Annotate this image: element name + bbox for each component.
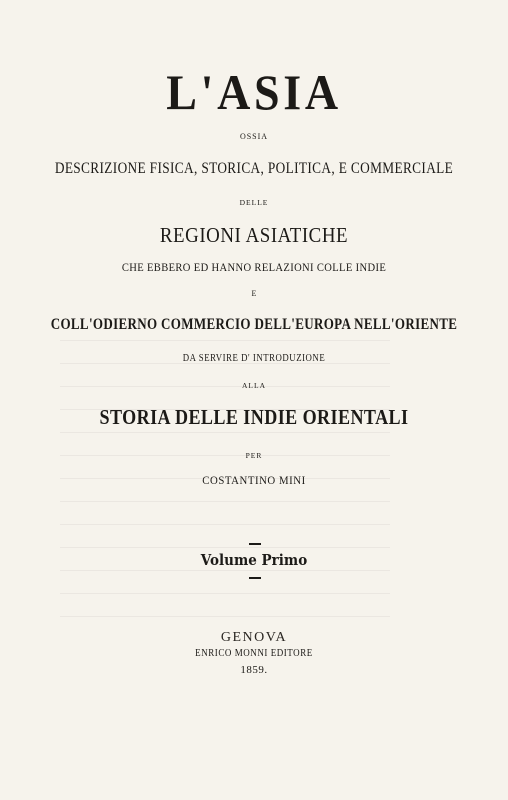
volume-rule-top — [249, 543, 261, 545]
imprint-publisher: ENRICO MONNI EDITORE — [195, 648, 313, 659]
imprint-year: 1859. — [240, 664, 268, 676]
relations-line: CHE EBBERO ED HANNO RELAZIONI COLLE INDIE — [121, 260, 387, 274]
per-label: PER — [245, 451, 263, 460]
imprint-city: GENOVA — [220, 630, 288, 645]
ossia-label: OSSIA — [239, 132, 269, 141]
description-line: DESCRIZIONE FISICA, STORICA, POLITICA, E COMMERCIALE — [54, 160, 454, 177]
conjunction-label: E — [251, 289, 257, 298]
author-name: COSTANTINO MINI — [202, 473, 306, 487]
commerce-line: COLL'ODIERNO COMMERCIO DELL'EUROPA NELL'ORIENTE — [50, 316, 458, 333]
delle-label: DELLE — [239, 198, 269, 207]
history-heading: STORIA DELLE INDIE ORIENTALI — [99, 405, 409, 429]
alla-label: ALLA — [242, 381, 266, 390]
main-title: L'ASIA — [166, 64, 342, 120]
volume-label: Volume Primo — [200, 551, 308, 569]
regions-heading: REGIONI ASIATICHE — [159, 223, 349, 247]
volume-rule-bottom — [249, 577, 261, 579]
introduction-line: DA SERVIRE D' INTRODUZIONE — [182, 353, 326, 364]
